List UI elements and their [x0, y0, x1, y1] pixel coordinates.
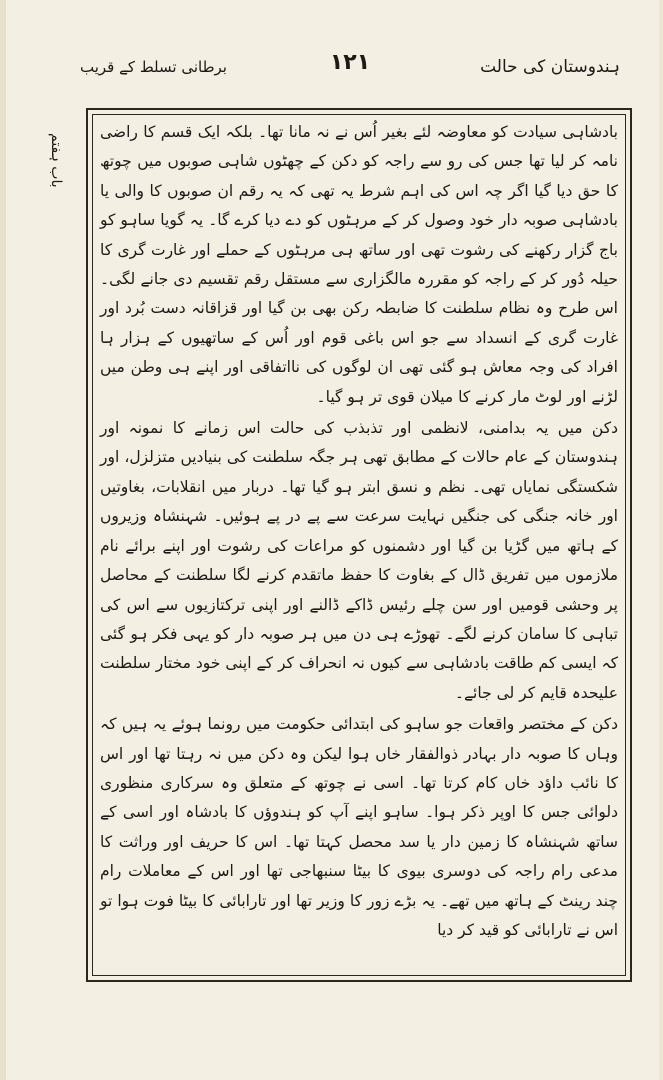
header-section-title: برطانی تسلط کے قریب	[80, 58, 227, 76]
page-number: ۱۲۱	[329, 50, 371, 75]
running-header	[80, 50, 620, 92]
header-chapter-title: ہندوستان کی حالت	[480, 57, 620, 77]
chapter-label: باب ہفتم	[48, 132, 64, 188]
text-frame	[86, 108, 632, 982]
paragraph: دکن میں یہ بدامنی، لانظمی اور تذبذب کی حالت اس زمانے کا نمونہ اور ہندوستان کے عام حالات کے مطابق تھی ہر جگہ سلطنت کی بنیادیں متزلزل، اور شکستگی نمایاں تھی۔ نظم و نسق ابتر ہو گیا تھا۔ دربار میں انقلابات، بغاوتیں اور خانہ جنگی کی جنگیں نہایت سرعت سے پے در پے ہوئیں۔ شہنشاہ وزیروں کے ہاتھ میں گڑیا بن گیا اور دشمنوں کو مراعات کی رشوت اور اپنے برائے نام ملازموں میں تفریق ڈال کے بغاوت کا حفظ ماتقدم کرنے لگا سلطنت کے محاصل پر وحشی قومیں اور سن چلے رئیس ڈاکے ڈالنے اور اپنی ترکتازیوں سے اس کی تباہی کا سامان کرنے لگے۔ تھوڑے ہی دن میں ہر صوبہ دار کو یہی فکر ہو گئی کہ ایسی کم طاقت بادشاہی سے کیوں نہ انحراف کر کے اپنی خود مختار سلطنت علیحدہ قایم کر لی جائے۔	[100, 419, 618, 702]
body-text	[100, 118, 618, 972]
paragraph: دکن کے مختصر واقعات جو ساہو کی ابتدائی حکومت میں رونما ہوئے یہ ہیں کہ وہاں کا صوبہ دار بہادر ذوالفقار خاں ہوا لیکن وہ دکن میں نہ رہتا تھا اور اس کا نائب داؤد خاں کام کرتا تھا۔ اسی نے چوتھ کے متعلق وہ سرکاری منظوری دلوائی جس کا اوپر ذکر ہوا۔ ساہو اپنے آپ کو ہندوؤں کا بادشاہ اور اسی کے ساتھ شہنشاہ کا زمین دار یا سد محصل کہتا تھا۔ اس کا حریف اور وراثت کا مدعی رام راجہ کی دوسری بیوی کا بیٹا سنبھاجی تھا اور اس کے معاملات رام چند رینٹ کے ہاتھ میں تھے۔ یہ بڑے زور کا وزیر تھا اور تارابائی کا بیٹا فوت ہوا تو اس نے تارابائی کو قید کر دیا	[100, 715, 618, 939]
paragraph: بادشاہی سیادت کو معاوضہ لئے بغیر اُس نے نہ مانا تھا۔ بلکہ ایک قسم کا راضی نامہ کر لیا تھا جس کی رو سے راجہ کو دکن کے چھٹوں شاہی صوبوں میں چوتھ کا حق دیا گیا اگر چہ اس کی اہم شرط یہ تھی کہ یہ رقم ان صوبوں کا والی یا بادشاہی صوبہ دار خود وصول کر کے مرہٹوں کو دے دیا کرے گا۔ یہ گویا ساہو کو باج گزار رکھنے کی رشوت تھی اور ساتھ ہی مرہٹوں کے حملے اور غارت گری کا حیلہ دُور کر کے راجہ کو مقررہ مالگزاری سے مستقل رقم تقسیم دی جانے لگی۔ اس طرح وہ نظام سلطنت کا ضابطہ رکن بھی بن گیا اور قزاقانہ دست بُرد اور غارت گری کے انسداد سے جو اس باغی قوم اور اُس کے ساتھیوں کے ہزار ہا افراد کی وجہ معاش ہو گئی تھی ان لوگوں کی نااتفاقی اور اپنے ہی وطن میں لڑنے اور لوٹ مار کرنے کا میلان قوی تر ہو گیا۔	[100, 123, 618, 406]
